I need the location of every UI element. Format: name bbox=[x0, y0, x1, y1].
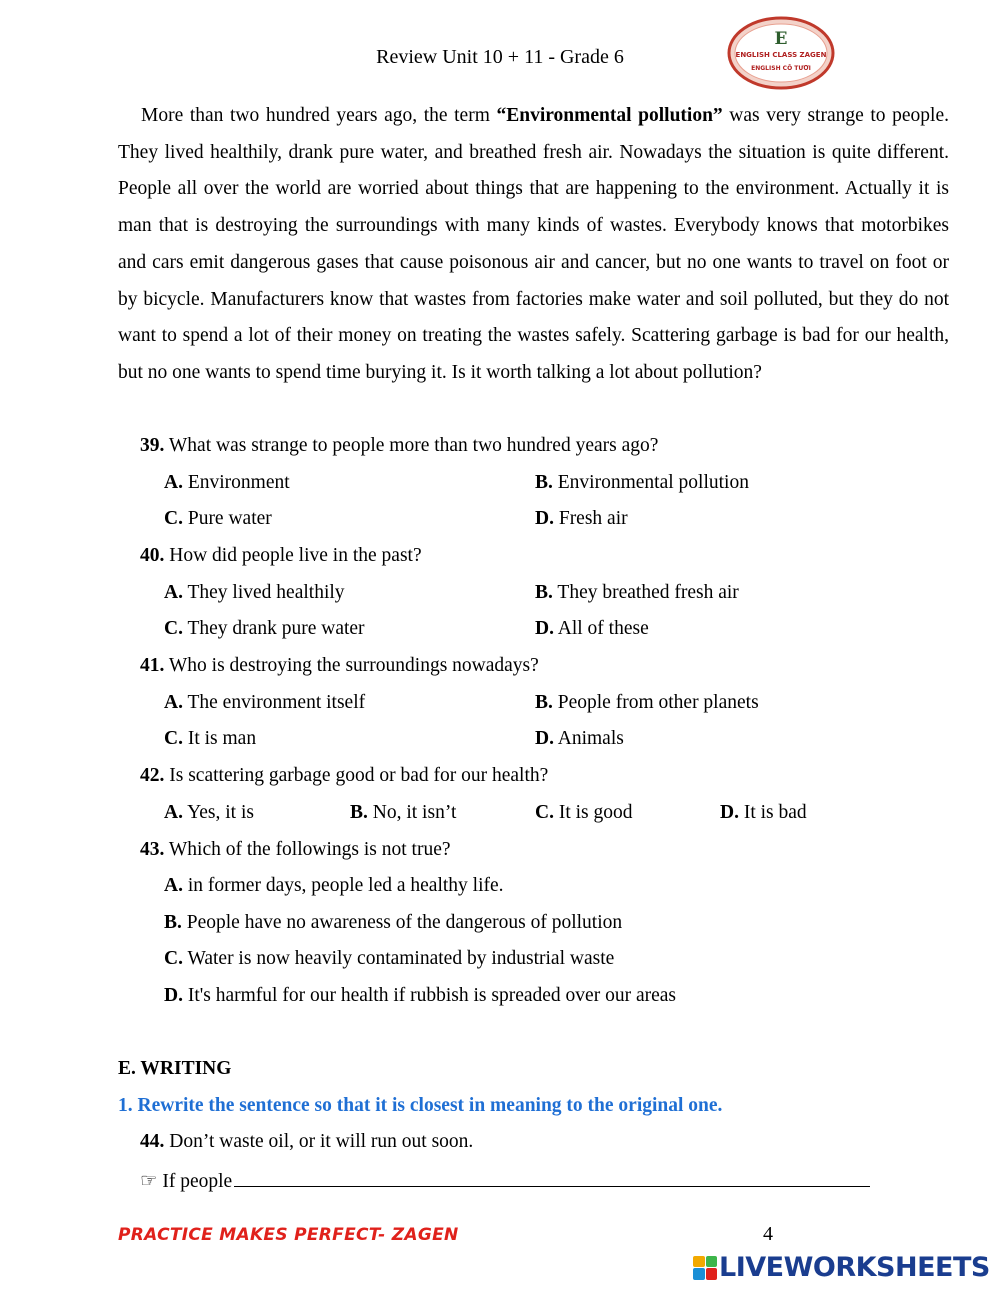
section-heading-writing: E. WRITING bbox=[118, 1058, 232, 1079]
reading-passage bbox=[118, 98, 949, 392]
footer-motto: PRACTICE MAKES PERFECT- ZAGEN bbox=[118, 1225, 459, 1245]
option-41-c: C. It is man bbox=[164, 728, 257, 749]
writing-instruction: 1. Rewrite the sentence so that it is closest in meaning to the original one. bbox=[118, 1095, 723, 1116]
question-42: 42. Is scattering garbage good or bad for our health? bbox=[140, 765, 549, 786]
class-logo bbox=[727, 16, 835, 90]
answer-prefix: ☞ If people bbox=[140, 1171, 233, 1192]
page-header-title: Review Unit 10 + 11 - Grade 6 bbox=[376, 46, 624, 68]
question-40: 40. How did people live in the past? bbox=[140, 545, 422, 566]
option-39-b: B. Environmental pollution bbox=[535, 472, 749, 493]
logo-line2: ENGLISH CÔ TƯƠI bbox=[751, 65, 811, 72]
question-39: 39. What was strange to people more than two hundred years ago? bbox=[140, 435, 659, 456]
option-40-b: B. They breathed fresh air bbox=[535, 582, 739, 603]
passage-before: More than two hundred years ago, the term bbox=[141, 105, 497, 126]
option-42-c: C. It is good bbox=[535, 802, 633, 823]
answer-blank-44[interactable] bbox=[234, 1168, 870, 1187]
page-number: 4 bbox=[763, 1223, 773, 1245]
passage-term: “Environmental pollution” bbox=[496, 105, 723, 126]
option-41-d: D. Animals bbox=[535, 728, 624, 749]
option-39-a: A. Environment bbox=[164, 472, 290, 493]
question-43: 43. Which of the followings is not true? bbox=[140, 839, 451, 860]
logo-letter: E bbox=[774, 29, 788, 49]
option-39-d: D. Fresh air bbox=[535, 508, 628, 529]
option-40-c: C. They drank pure water bbox=[164, 618, 365, 639]
option-41-b: B. People from other planets bbox=[535, 692, 759, 713]
option-40-d: D. All of these bbox=[535, 618, 649, 639]
passage-after: was very strange to people. They lived healthily, drank pure water, and breathed fresh air. Nowadays the situation is quite different. People all over the world are worried about things that are happening to the environment. Actually it is man that is destroying the surroundings with many kinds of wastes. Everybody knows that motorbikes and cars emit dangerous gases that cause poisonous air and cancer, but no one wants to travel on foot or by bicycle. Manufacturers know that wastes from factories make water and soil polluted, but they do not want to spend a lot of their money on treating the wastes safely. Scattering garbage is bad for our health, but no one wants to spend time burying it. Is it worth talking a lot about pollution? bbox=[118, 105, 949, 383]
option-42-b: B. No, it isn’t bbox=[350, 802, 457, 823]
answer-row-44 bbox=[140, 1168, 870, 1193]
logo-line1: ENGLISH CLASS ZAGEN bbox=[735, 51, 827, 59]
option-39-c: C. Pure water bbox=[164, 508, 272, 529]
option-43-a: A. in former days, people led a healthy life. bbox=[164, 875, 504, 896]
option-40-a: A. They lived healthily bbox=[164, 582, 345, 603]
question-41: 41. Who is destroying the surroundings nowadays? bbox=[140, 655, 539, 676]
liveworksheets-brand bbox=[693, 1252, 990, 1283]
liveworksheets-icon bbox=[693, 1256, 717, 1280]
option-42-a: A. Yes, it is bbox=[164, 802, 254, 823]
question-44: 44. Don’t waste oil, or it will run out soon. bbox=[140, 1131, 474, 1152]
option-43-b: B. People have no awareness of the dangerous of pollution bbox=[164, 912, 623, 933]
option-43-d: D. It's harmful for our health if rubbish is spreaded over our areas bbox=[164, 985, 676, 1006]
option-41-a: A. The environment itself bbox=[164, 692, 366, 713]
option-43-c: C. Water is now heavily contaminated by industrial waste bbox=[164, 948, 615, 969]
option-42-d: D. It is bad bbox=[720, 802, 807, 823]
brand-text: LIVEWORKSHEETS bbox=[719, 1252, 990, 1283]
